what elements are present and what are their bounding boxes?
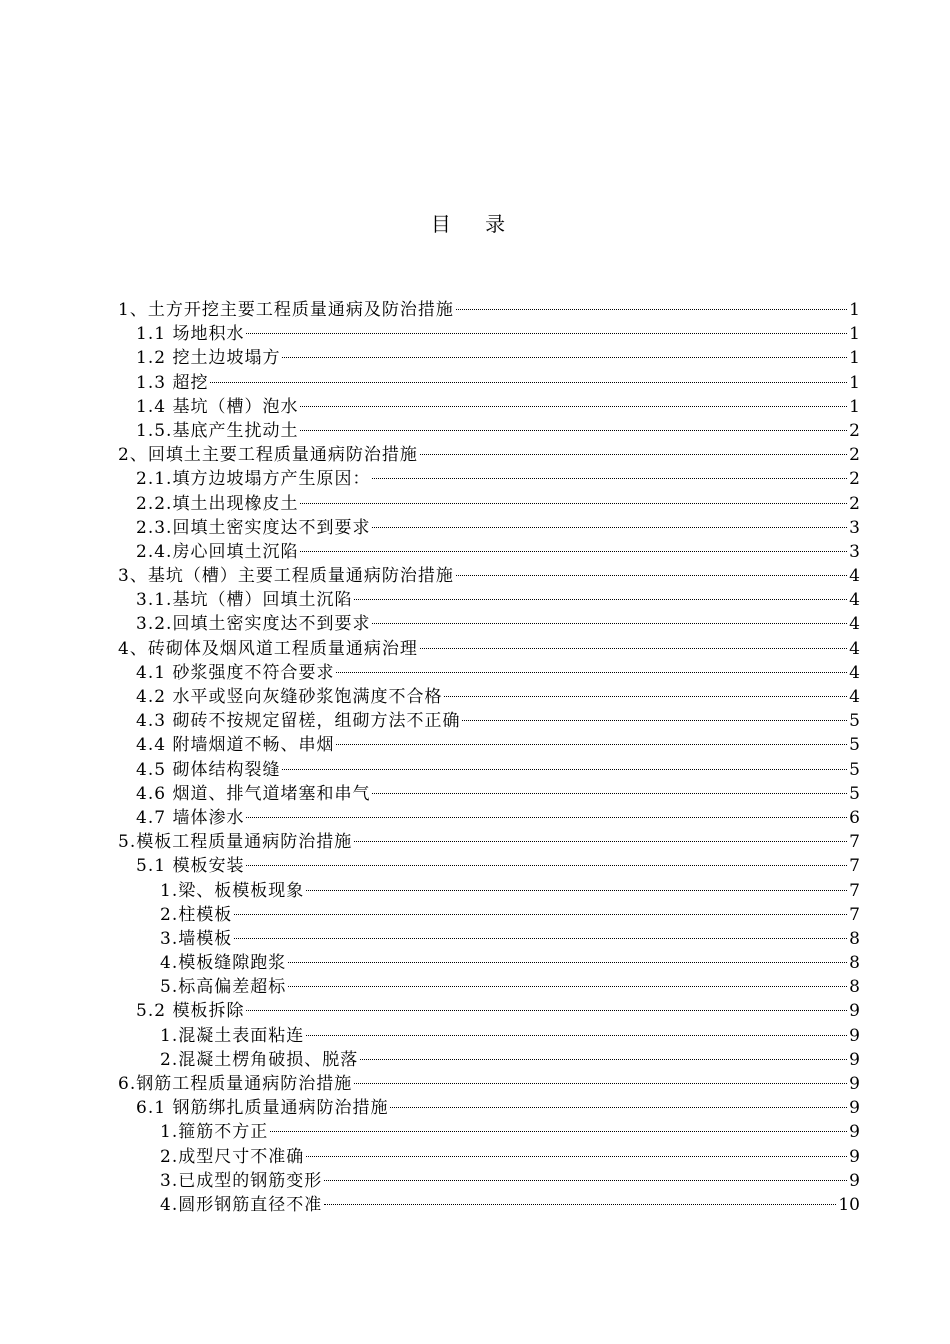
dot-leader: [306, 1155, 847, 1157]
toc-entry-page-number: 9: [849, 1074, 860, 1094]
toc-entry-text: 4.6 烟道、排气道堵塞和串气: [136, 783, 371, 804]
dot-leader: [456, 574, 847, 576]
toc-entry-page-number: 5: [849, 783, 860, 804]
dot-leader: [456, 308, 847, 310]
toc-entry-text: 5.模板工程质量通病防治措施: [118, 832, 353, 853]
toc-entry-text: 2.柱模板: [160, 904, 233, 925]
dot-leader: [420, 647, 847, 649]
dot-leader: [234, 913, 847, 915]
dot-leader: [390, 1106, 847, 1108]
toc-entry-page-number: 1: [849, 300, 860, 320]
toc-entry-page-number: 6: [849, 807, 860, 828]
toc-entry[interactable]: [118, 443, 860, 467]
dot-leader: [210, 381, 847, 383]
toc-entry-page-number: 7: [849, 832, 860, 853]
dot-leader: [360, 1058, 847, 1060]
toc-entry[interactable]: [118, 467, 860, 491]
toc-entry[interactable]: [118, 758, 860, 782]
toc-entry-text: 2.混凝土楞角破损、脱落: [160, 1049, 359, 1070]
toc-entry-page-number: 1: [849, 372, 860, 393]
dot-leader: [300, 550, 847, 552]
toc-entry-page-number: 9: [849, 1049, 860, 1070]
toc-entry[interactable]: [118, 733, 860, 757]
toc-entry[interactable]: [118, 1145, 860, 1169]
toc-entry[interactable]: [118, 1048, 860, 1072]
toc-entry-text: 2.1.填方边坡塌方产生原因：: [136, 469, 371, 490]
dot-leader: [336, 671, 847, 673]
toc-entry[interactable]: [118, 1024, 860, 1048]
toc-entry[interactable]: [118, 298, 860, 322]
dot-leader: [444, 695, 847, 697]
toc-entry-text: 1.4 基坑（槽）泡水: [136, 396, 299, 417]
toc-entry-page-number: 3: [849, 541, 860, 562]
dot-leader: [288, 985, 847, 987]
toc-entry-page-number: 8: [849, 953, 860, 974]
toc-entry-text: 1.混凝土表面粘连: [160, 1025, 305, 1046]
dot-leader: [270, 1130, 847, 1132]
toc-entry-page-number: 5: [849, 759, 860, 780]
toc-entry-page-number: 2: [849, 445, 860, 466]
toc-entry[interactable]: [118, 516, 860, 540]
toc-entry-page-number: 2: [849, 493, 860, 514]
toc-entry-text: 4.5 砌体结构裂缝: [136, 759, 281, 780]
toc-entry-text: 2.3.回填土密实度达不到要求: [136, 517, 371, 538]
dot-leader: [462, 719, 847, 721]
toc-title: 目 录: [430, 212, 520, 236]
toc-entry[interactable]: [118, 830, 860, 854]
toc-entry[interactable]: [118, 1096, 860, 1120]
toc-entry-text: 3.2.回填土密实度达不到要求: [136, 614, 371, 635]
dot-leader: [354, 840, 847, 842]
toc-entry-text: 4.7 墙体渗水: [136, 807, 245, 828]
dot-leader: [324, 1179, 847, 1181]
toc-entry-text: 3.1.基坑（槽）回填土沉陷: [136, 590, 353, 611]
toc-entry-text: 4.2 水平或竖向灰缝砂浆饱满度不合格: [136, 687, 443, 707]
toc-entry-page-number: 4: [849, 614, 860, 635]
toc-entry-text: 2.2.填土出现橡皮土: [136, 493, 299, 514]
toc-entry-text: 2.成型尺寸不准确: [160, 1146, 305, 1167]
toc-entry-text: 1.1 场地积水: [136, 324, 245, 345]
toc-entry-text: 4.圆形钢筋直径不准: [160, 1194, 323, 1215]
toc-entry-page-number: 3: [849, 517, 860, 538]
toc-entry-text: 3.墙模板: [160, 928, 233, 949]
dot-leader: [324, 1203, 836, 1205]
toc-entry-page-number: 7: [849, 904, 860, 925]
dot-leader: [246, 1009, 847, 1011]
toc-entry-page-number: 4: [849, 638, 860, 659]
dot-leader: [246, 332, 847, 334]
dot-leader: [282, 356, 847, 358]
toc-entry[interactable]: [118, 612, 860, 636]
toc-entry[interactable]: [118, 927, 860, 951]
toc-entry[interactable]: [118, 322, 860, 346]
toc-entry-text: 3、基坑（槽）主要工程质量通病防治措施: [118, 566, 454, 587]
dot-leader: [300, 405, 847, 407]
dot-leader: [372, 477, 847, 479]
toc-entry[interactable]: [118, 854, 860, 878]
dot-leader: [282, 768, 847, 770]
toc-entry[interactable]: [118, 951, 860, 975]
toc-entry-text: 5.2 模板拆除: [136, 1001, 245, 1022]
toc-entry-page-number: 5: [849, 711, 860, 732]
toc-entry-page-number: 4: [849, 687, 860, 707]
toc-entry-text: 1.箍筋不方正: [160, 1122, 269, 1143]
toc-entry-text: 1、土方开挖主要工程质量通病及防治措施: [118, 300, 454, 320]
toc-entry[interactable]: [118, 999, 860, 1023]
dot-leader: [372, 526, 847, 528]
toc-entry-page-number: 4: [849, 590, 860, 611]
toc-entry[interactable]: [118, 879, 860, 903]
toc-entry-page-number: 9: [849, 1098, 860, 1119]
toc-entry-page-number: 9: [849, 1122, 860, 1143]
toc-entry-text: 4.1 砂浆强度不符合要求: [136, 662, 335, 683]
toc-entry-text: 4、砖砌体及烟风道工程质量通病治理: [118, 638, 418, 659]
toc-entry-text: 2.4.房心回填土沉陷: [136, 541, 299, 562]
toc-entry-text: 5.标高偏差超标: [160, 977, 287, 998]
toc-entry[interactable]: [118, 346, 860, 370]
toc-entry-page-number: 4: [849, 566, 860, 587]
toc-entry[interactable]: [118, 806, 860, 830]
dot-leader: [300, 502, 847, 504]
toc-entry-page-number: 9: [849, 1001, 860, 1022]
toc-entry-text: 1.梁、板模板现象: [160, 880, 305, 901]
dot-leader: [354, 598, 847, 600]
dot-leader: [306, 1034, 847, 1036]
dot-leader: [336, 743, 847, 745]
toc-entry-page-number: 5: [849, 735, 860, 756]
toc-entry-text: 1.2 挖土边坡塌方: [136, 348, 281, 369]
toc-entry-page-number: 9: [849, 1025, 860, 1046]
toc-entry-page-number: 10: [838, 1194, 860, 1215]
toc-entry-text: 1.5.基底产生扰动土: [136, 420, 299, 441]
toc-entry[interactable]: [118, 395, 860, 419]
toc-entry-text: 4.3 砌砖不按规定留槎，组砌方法不正确: [136, 711, 461, 732]
toc-entry[interactable]: [118, 492, 860, 516]
dot-leader: [306, 889, 847, 891]
toc-entry[interactable]: [118, 782, 860, 806]
toc-entry-text: 2、回填土主要工程质量通病防治措施: [118, 445, 418, 466]
toc-entry[interactable]: [118, 588, 860, 612]
toc-entry-page-number: 8: [849, 928, 860, 949]
toc-entry-page-number: 9: [849, 1146, 860, 1167]
dot-leader: [246, 816, 847, 818]
toc-entry[interactable]: [118, 419, 860, 443]
toc-entry-text: 1.3 超挖: [136, 372, 209, 393]
dot-leader: [420, 453, 847, 455]
toc-entry[interactable]: [118, 371, 860, 395]
dot-leader: [234, 937, 847, 939]
toc-entry-page-number: 1: [849, 348, 860, 369]
toc-entry[interactable]: [118, 1169, 860, 1193]
toc-entry[interactable]: [118, 661, 860, 685]
dot-leader: [300, 429, 847, 431]
dot-leader: [288, 961, 847, 963]
toc-entry[interactable]: [118, 1193, 860, 1217]
dot-leader: [246, 864, 847, 866]
toc-entry-page-number: 1: [849, 324, 860, 345]
toc-entry-text: 4.4 附墙烟道不畅、串烟: [136, 735, 335, 756]
toc-entry-text: 6.1 钢筋绑扎质量通病防治措施: [136, 1098, 389, 1119]
toc-entry[interactable]: [118, 1072, 860, 1096]
toc-entry[interactable]: [118, 540, 860, 564]
toc-entry-page-number: 2: [849, 420, 860, 441]
toc-entry-page-number: 2: [849, 469, 860, 490]
toc-entry-text: 3.已成型的钢筋变形: [160, 1170, 323, 1191]
toc-entry-text: 5.1 模板安装: [136, 856, 245, 877]
toc-entry-page-number: 7: [849, 880, 860, 901]
toc-entry-page-number: 1: [849, 396, 860, 417]
toc-entry-text: 6.钢筋工程质量通病防治措施: [118, 1074, 353, 1094]
toc-entry-page-number: 9: [849, 1170, 860, 1191]
toc-entry[interactable]: [118, 903, 860, 927]
toc-entry[interactable]: [118, 685, 860, 709]
table-of-contents: [118, 298, 860, 1217]
toc-entry-text: 4.模板缝隙跑浆: [160, 953, 287, 974]
toc-entry[interactable]: [118, 1120, 860, 1144]
toc-entry-page-number: 8: [849, 977, 860, 998]
toc-entry-page-number: 7: [849, 856, 860, 877]
toc-entry[interactable]: [118, 975, 860, 999]
dot-leader: [372, 792, 847, 794]
toc-entry[interactable]: [118, 564, 860, 588]
dot-leader: [354, 1082, 847, 1084]
toc-entry-page-number: 4: [849, 662, 860, 683]
dot-leader: [372, 622, 847, 624]
toc-entry[interactable]: [118, 637, 860, 661]
toc-entry[interactable]: [118, 709, 860, 733]
